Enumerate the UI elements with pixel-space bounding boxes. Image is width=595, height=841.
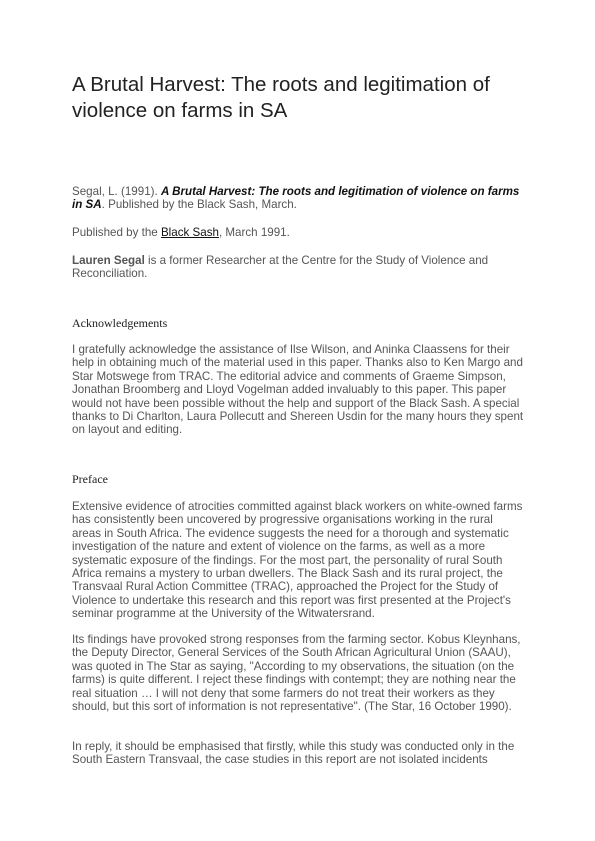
preface-paragraph-2: Its findings have provoked strong responses from the farming sector. Kobus Kleynhans, the Deputy Director, General Services of the South African Agricultural Union (SAAU), was quoted in The Star as saying, "According to my observations, the situation (on the farms) is quite different. I reject these findings with contempt; they are nothing near the real situation … I will not deny that some farmers do not treat their workers as they should, but this sort of information is not representative". (The Star, 16 October 1990). (72, 633, 521, 714)
published-line (72, 226, 522, 239)
black-sash-link[interactable]: Black Sash (160, 226, 219, 239)
author-description: is a former Researcher at the Centre for the Study of Violence and Reconciliation. (72, 254, 489, 281)
citation-book-title: A Brutal Harvest: The roots and legitimation of violence on farms in SA (72, 185, 520, 212)
author-name: Lauren Segal (72, 254, 145, 267)
citation-prefix: Segal, L. (1991). (72, 185, 161, 198)
acknowledgements-paragraph: I gratefully acknowledge the assistance of Ilse Wilson, and Aninka Claassens for their help in obtaining much of the material used in this paper. Thanks also to Ken Margo and Star Motswege from TRAC. The editorial advice and comments of Graeme Simpson, Jonathan Broomberg and Lloyd Vogelman added invaluably to this paper. This paper would not have been possible without the help and support of the Black Sash. A special thanks to Di Charlton, Laura Pollecutt and Shereen Usdin for the many hours they spent on layout and editing. (72, 343, 524, 437)
published-suffix: , March 1991. (218, 226, 290, 239)
citation-suffix: . Published by the Black Sash, March. (101, 198, 297, 212)
author-bio (72, 254, 522, 281)
preface-paragraph-3: In reply, it should be emphasised that firstly, while this study was conducted only in the South Eastern Transvaal, the case studies in this report are not isolated incidents (72, 740, 515, 767)
acknowledgements-heading: Acknowledgements (72, 316, 168, 330)
published-prefix: Published by the (72, 226, 161, 239)
preface-paragraph-1: Extensive evidence of atrocities committed against black workers on white-owned farms has consistently been uncovered by progressive organisations working in the rural areas in South Africa. The evidence suggests the need for a thorough and systematic investigation of the nature and extent of violence on the farms, as well as a more systematic exposure of the findings. For the most part, the personality of rural South Africa remains a mystery to urban dwellers. The Black Sash and its rural project, the Transvaal Rural Action Committee (TRAC), approached the Project for the Study of Violence to undertake this research and this report was first presented at the Project's seminar programme at the University of the Witwatersrand. (72, 500, 523, 621)
citation (72, 185, 522, 212)
preface-heading: Preface (72, 472, 108, 486)
document-title: A Brutal Harvest: The roots and legitimation of violence on farms in SA (72, 73, 490, 122)
